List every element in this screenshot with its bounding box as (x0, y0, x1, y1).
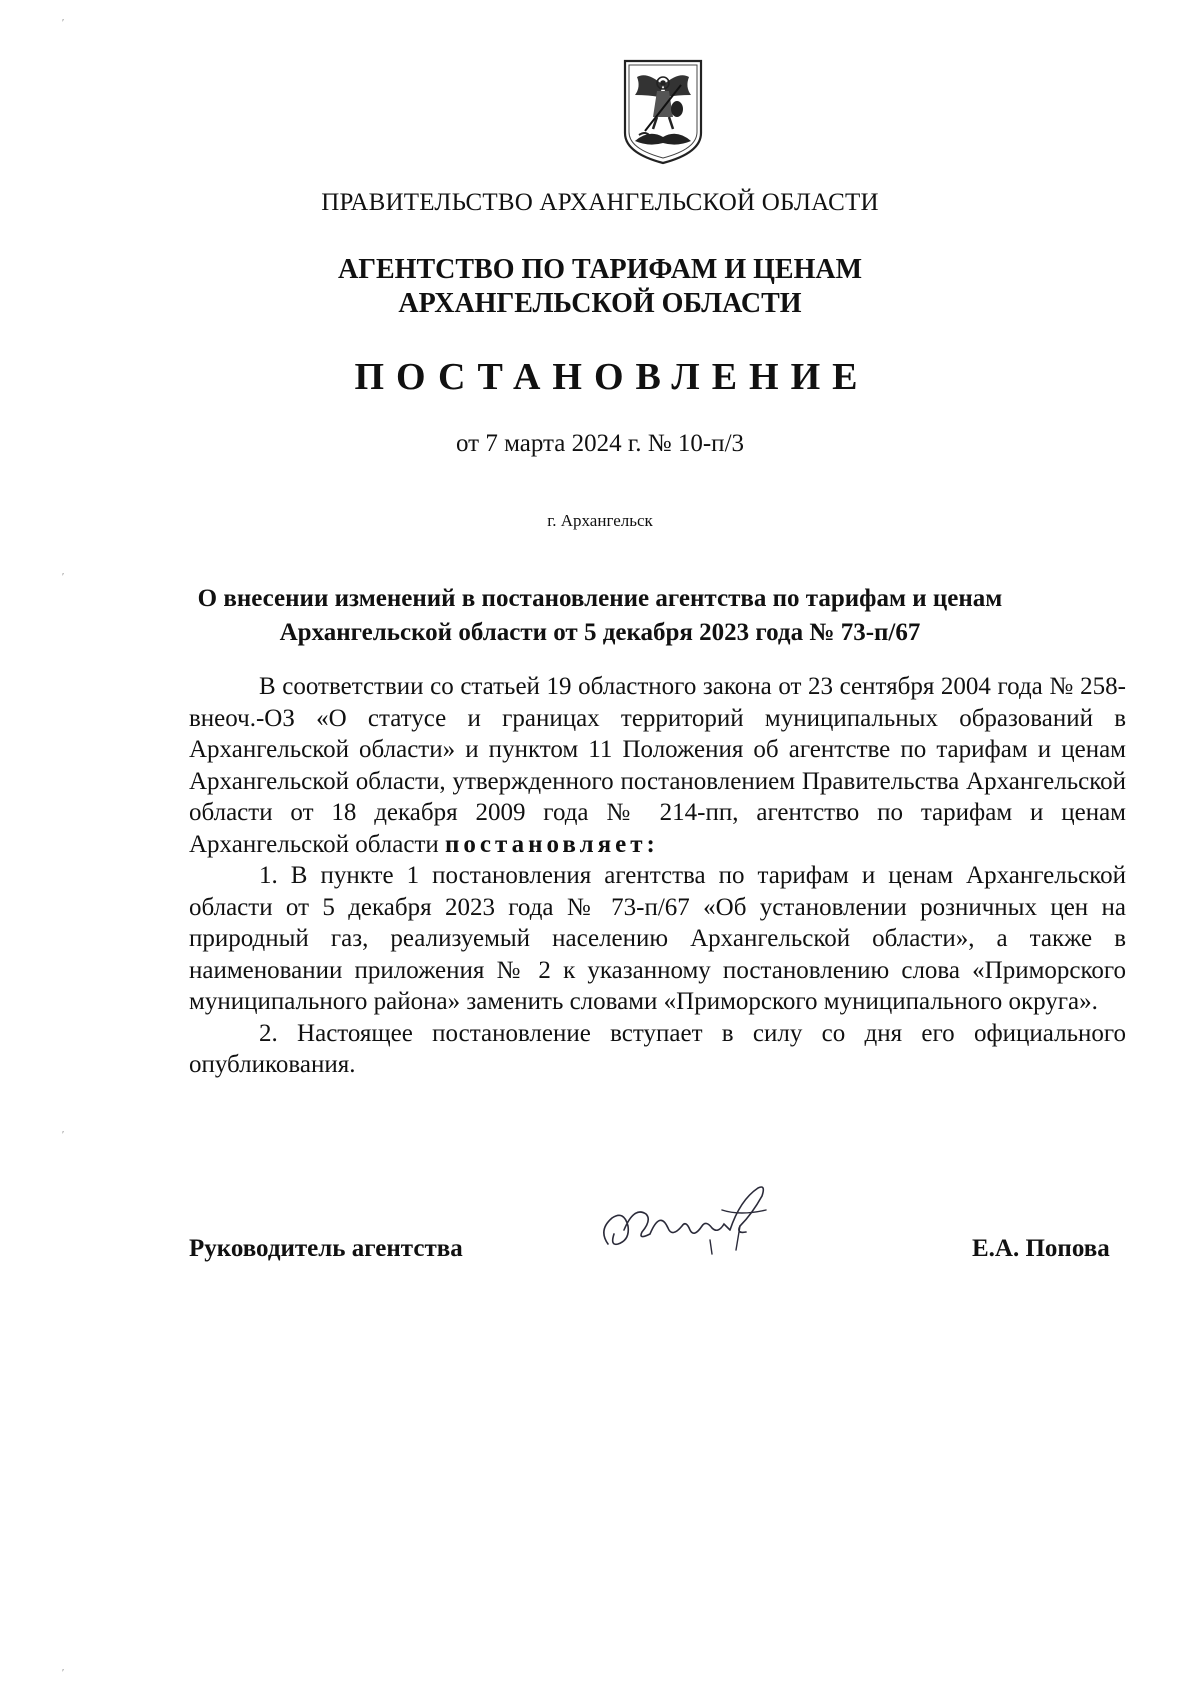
scan-speck: ʹ (62, 572, 65, 583)
document-type: ПОСТАНОВЛЕНИЕ (354, 356, 870, 398)
agency-heading-line2: АРХАНГЕЛЬСКОЙ ОБЛАСТИ (398, 288, 802, 319)
scan-speck: ʹ (62, 18, 65, 29)
subject-line2: Архангельской области от 5 декабря 2023 года № 73-п/67 (279, 619, 921, 646)
agency-heading-line1: АГЕНТСТВО ПО ТАРИФАМ И ЦЕНАМ (337, 254, 863, 285)
preamble-paragraph (189, 671, 1126, 860)
item-2-paragraph: 2. Настоящее постановление вступает в силу со дня его официального опубликования. (189, 1019, 1126, 1078)
date-and-number: от 7 марта 2024 г. № 10-п/3 (455, 430, 745, 457)
signatory-position: Руководитель агентства (189, 1235, 463, 1262)
preamble-text: В соответствии со статьей 19 областного закона от 23 сентября 2004 года № 258-внеоч.-ОЗ «О статусе и границах территорий муниципальных образований в Архангельской области» и пунктом 11 Положения об агентстве по тарифам и ценам Архангельской области, утвержденного постановлением Правительства Архангельской области от 18 декабря 2009 года № 214-пп, агентство по тарифам и ценам Архангельской области (189, 673, 1126, 858)
item-1-paragraph: 1. В пункте 1 постановления агентства по тарифам и ценам Архангельской области от 5 декабря 2023 года № 73-п/67 «Об установлении розничных цен на природный газ, реализуемый населению Архангельской области», а также в наименовании приложения № 2 к указанному постановлению слова «Приморского муниципального района» заменить словами «Приморского муниципального округа». (189, 862, 1126, 1015)
scan-speck: ʹ (62, 1130, 65, 1141)
city: г. Архангельск (547, 511, 653, 530)
signatory-name: Е.А. Попова (972, 1235, 1110, 1262)
coat-of-arms-icon (619, 55, 707, 167)
resolves-word: постановляет: (445, 830, 659, 858)
agency-heading (0, 253, 1200, 321)
document-body (189, 671, 1126, 1081)
government-heading: ПРАВИТЕЛЬСТВО АРХАНГЕЛЬСКОЙ ОБЛАСТИ (321, 189, 879, 216)
document-subject (0, 582, 1200, 650)
subject-line1: О внесении изменений в постановление агентства по тарифам и ценам (197, 585, 1003, 612)
handwritten-signature (590, 1170, 800, 1270)
scan-speck: ʹ (62, 1668, 65, 1679)
